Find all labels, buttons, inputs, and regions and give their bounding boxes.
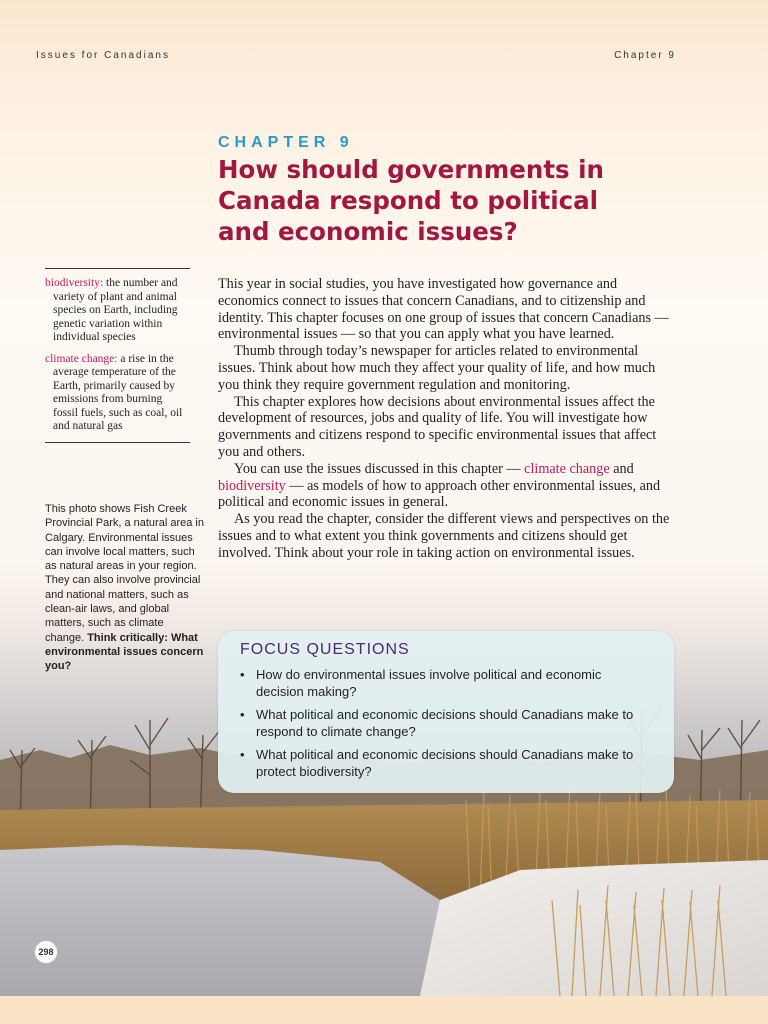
- keyword-biodiversity: biodiversity: [218, 477, 286, 494]
- paragraph-1: This year in social studies, you have investigated how governance and economics connect to issues that concern Canadians, and to citizenship and identity. This chapter focuses on one group of issues that concern Canadians — environmental issues — so that you can apply what you have learned.: [218, 276, 669, 343]
- focus-question-text: What political and economic decisions should Canadians make to protect biodiversity?: [256, 747, 634, 779]
- paragraph-5: As you read the chapter, consider the different views and perspectives on the issues and to what extent you think governments and citizens should get involved. Think about your role in taking action on environmental issues.: [218, 511, 670, 561]
- glossary-definition: the number and variety of plant and animal species on Earth, including genetic variation within individual species: [53, 277, 178, 343]
- running-head-right: Chapter 9: [614, 50, 676, 61]
- photo-caption: [45, 502, 205, 674]
- body-text: [218, 276, 678, 562]
- chapter-title: How should governments in Canada respond to political and economic issues?: [218, 155, 604, 246]
- glossary-definition: a rise in the average temperature of the Earth, primarily caused by emissions from burning fossil fuels, such as coal, oil and natural gas: [53, 352, 183, 432]
- glossary-term: climate change:: [45, 352, 118, 365]
- focus-question: [240, 747, 652, 780]
- keyword-climate-change: climate change: [524, 460, 610, 477]
- focus-questions-list: [240, 667, 652, 780]
- page-number: 298: [34, 940, 58, 964]
- glossary: [45, 268, 190, 443]
- bullet-icon: •: [240, 707, 245, 722]
- glossary-term: biodiversity:: [45, 277, 104, 289]
- chapter-label: CHAPTER 9: [218, 134, 354, 151]
- focus-question-text: How do environmental issues involve political and economic decision making?: [256, 667, 602, 699]
- bullet-icon: •: [240, 747, 245, 762]
- bottom-strip: [0, 996, 768, 1024]
- paragraph-4-text-c: — as models of how to approach other environmental issues, and political and economic issues in general.: [218, 477, 661, 511]
- caption-text: This photo shows Fish Creek Provincial Park, a natural area in Calgary. Environmental issues can involve local matters, such as natural areas in your region. They can also involve provincial and national matters, such as clean-air laws, and global matters, such as climate change.: [45, 503, 204, 644]
- focus-question-text: What political and economic decisions should Canadians make to respond to climate change?: [256, 707, 634, 739]
- focus-question: [240, 667, 652, 700]
- glossary-item-climate-change: [45, 353, 190, 434]
- focus-questions-box: [218, 631, 674, 793]
- focus-questions-title: FOCUS QUESTIONS: [240, 641, 410, 658]
- caption-think-critically: Think critically: What environmental issues concern you?: [45, 631, 204, 673]
- focus-question: [240, 707, 652, 740]
- paragraph-2: Thumb through today’s newspaper for articles related to environmental issues. Think about how much they affect your quality of life, and how much you think they require government regulation and monitoring.: [218, 343, 656, 393]
- bullet-icon: •: [240, 667, 245, 682]
- glossary-item-biodiversity: [45, 277, 190, 345]
- paragraph-4-text-a: You can use the issues discussed in this chapter —: [234, 460, 525, 477]
- paragraph-4: [218, 461, 678, 511]
- running-head-left: Issues for Canadians: [36, 50, 170, 61]
- paragraph-3: This chapter explores how decisions about environmental issues affect the development of resources, jobs and quality of life. You will investigate how governments and citizens respond to specific environmental issues that affect you and others.: [218, 393, 657, 460]
- paragraph-4-text-b: and: [609, 460, 634, 477]
